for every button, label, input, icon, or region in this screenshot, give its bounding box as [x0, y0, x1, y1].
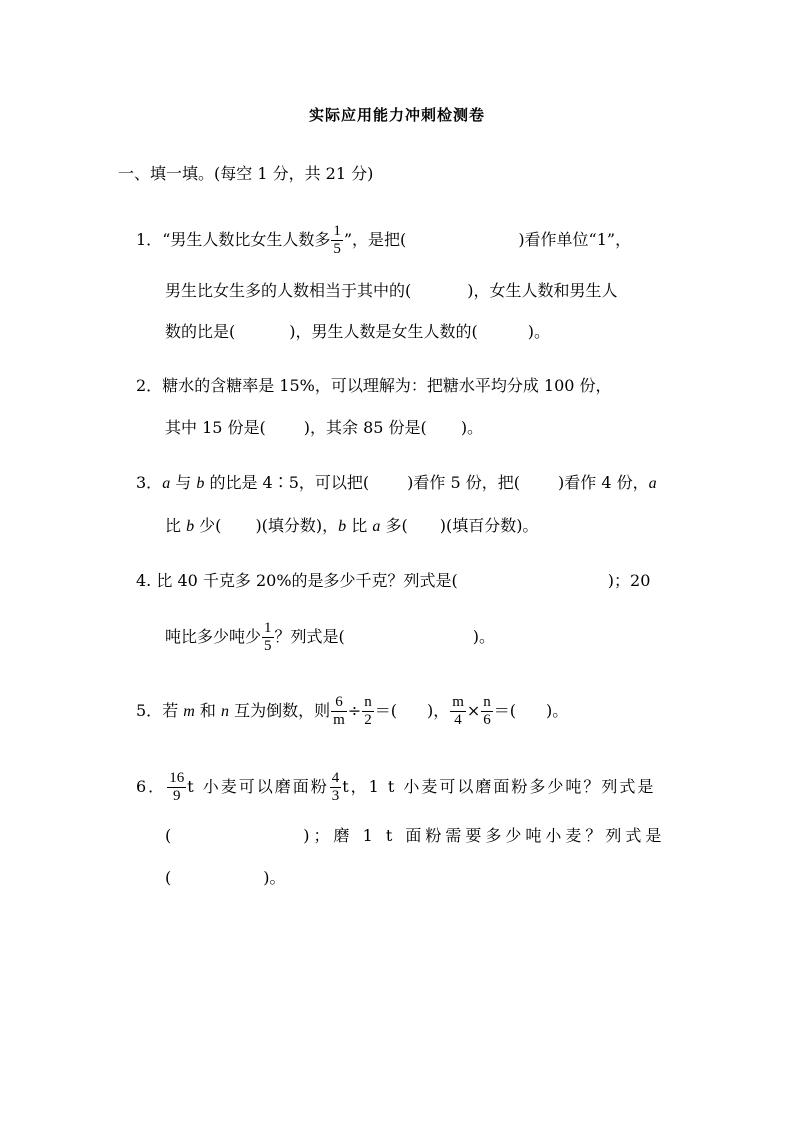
fraction-denominator: 2: [364, 712, 372, 728]
question-text: )看作单位“1”，: [518, 230, 632, 249]
question-number: 5．: [136, 701, 163, 720]
question-text: )；磨 1 t 面粉需要多少吨小麦？列式是: [303, 826, 666, 845]
question-text: 其中 15 份是(: [165, 418, 266, 437]
variable-a: a: [648, 475, 657, 492]
fraction-numerator: n: [364, 694, 372, 710]
question-text: 若: [162, 701, 184, 720]
question-2-line-1: [136, 374, 612, 398]
question-4-line-2: [165, 620, 495, 655]
fraction-numerator: 16: [169, 770, 185, 786]
question-text: 和: [194, 701, 222, 720]
variable-m: m: [183, 703, 195, 720]
fraction-denominator: 3: [331, 788, 340, 804]
fraction-denominator: 5: [264, 638, 272, 654]
question-text: )，男生人数是女生人数的(: [289, 322, 478, 341]
question-text: ”，是把(: [343, 230, 407, 249]
question-2-line-2: [165, 416, 483, 440]
question-1-line-2: [165, 279, 618, 303]
question-text: 互为倒数，则: [229, 701, 331, 720]
question-text: 少(: [194, 516, 222, 535]
fraction: [331, 694, 347, 729]
question-6-line-3: [165, 866, 286, 890]
question-3-line-2: [165, 514, 538, 539]
variable-b: b: [338, 518, 347, 535]
question-text: 比: [165, 516, 187, 535]
fraction-numerator: n: [483, 694, 491, 710]
question-text: t 小麦可以磨面粉: [187, 777, 329, 796]
fraction-denominator: 5: [333, 241, 341, 257]
variable-b: b: [186, 518, 195, 535]
question-text: )看作 5 份，把(: [407, 473, 520, 492]
question-text: )，女生人数和男生人: [467, 281, 618, 300]
question-number: 1．: [136, 230, 163, 249]
fraction: [167, 770, 186, 805]
question-5-line-1: [136, 694, 568, 729]
fraction: [481, 694, 493, 729]
question-text: (: [165, 826, 176, 845]
question-1-line-3: [165, 320, 550, 344]
question-3-line-1: [136, 471, 657, 496]
question-text: 吨比多少吨少: [165, 627, 262, 646]
fraction: [262, 620, 274, 655]
operator-multiply: ×: [466, 701, 481, 720]
fraction-numerator: 6: [331, 694, 347, 712]
fraction: [330, 770, 342, 805]
variable-a: a: [372, 518, 381, 535]
question-number: 6．: [136, 777, 167, 796]
question-text: 比: [346, 516, 373, 535]
question-text: ＝(: [374, 701, 397, 720]
question-text: ？列式是(: [274, 627, 345, 646]
fraction-numerator: m: [452, 694, 464, 710]
question-text: )；20: [607, 571, 651, 590]
question-text: 多(: [380, 516, 408, 535]
page-title: 实际应用能力冲刺检测卷: [308, 106, 485, 124]
question-text: )。: [527, 322, 550, 341]
question-text: )，: [426, 701, 450, 720]
question-text: 的比是 4∶5，可以把(: [204, 473, 370, 492]
question-6-line-2: [165, 824, 665, 848]
question-number: 3．: [136, 473, 163, 492]
question-text: )，其余 85 份是(: [303, 418, 427, 437]
question-text: ＝(: [493, 701, 517, 720]
fraction-numerator: 1: [264, 620, 272, 636]
operator-divide: ÷: [347, 701, 362, 720]
question-text: 男生比女生多的人数相当于其中的(: [165, 281, 412, 300]
variable-a: a: [162, 475, 171, 492]
fraction: [450, 694, 466, 729]
question-text: )。: [263, 868, 286, 887]
fraction-denominator: 9: [172, 788, 181, 804]
fraction: [362, 694, 374, 729]
variable-b: b: [196, 475, 205, 492]
question-text: “男生人数比女生人数多: [162, 230, 331, 249]
section-heading: 一、填一填。(每空 1 分，共 21 分): [118, 164, 374, 183]
question-text: )。: [472, 627, 496, 646]
question-1-line-1: [136, 223, 631, 258]
fraction-numerator: 4: [331, 770, 340, 786]
question-text: 数的比是(: [165, 322, 236, 341]
question-text: )。: [546, 701, 569, 720]
fraction-numerator: 1: [333, 223, 341, 239]
question-text: t，1 t 小麦可以磨面粉多少吨？列式是: [342, 777, 656, 796]
fraction-denominator: 4: [454, 712, 462, 728]
question-number: 2．: [136, 376, 163, 395]
question-text: )(填百分数)。: [439, 516, 539, 535]
question-text: 4. 比 40 千克多 20%的是多少千克？列式是(: [136, 571, 458, 590]
question-text: )(填分数)，: [255, 516, 339, 535]
question-text: (: [165, 868, 172, 887]
fraction-denominator: 6: [483, 712, 491, 728]
variable-n: n: [221, 703, 230, 720]
question-4-line-1: [136, 569, 650, 593]
question-6-line-1: [136, 770, 655, 805]
question-text: 糖水的含糖率是 15%，可以理解为：把糖水平均分成 100 份，: [162, 376, 612, 395]
question-text: )看作 4 份，: [558, 473, 649, 492]
fraction: [331, 223, 343, 258]
question-text: )。: [460, 418, 484, 437]
question-text: 与: [170, 473, 197, 492]
fraction-denominator: m: [333, 712, 345, 728]
